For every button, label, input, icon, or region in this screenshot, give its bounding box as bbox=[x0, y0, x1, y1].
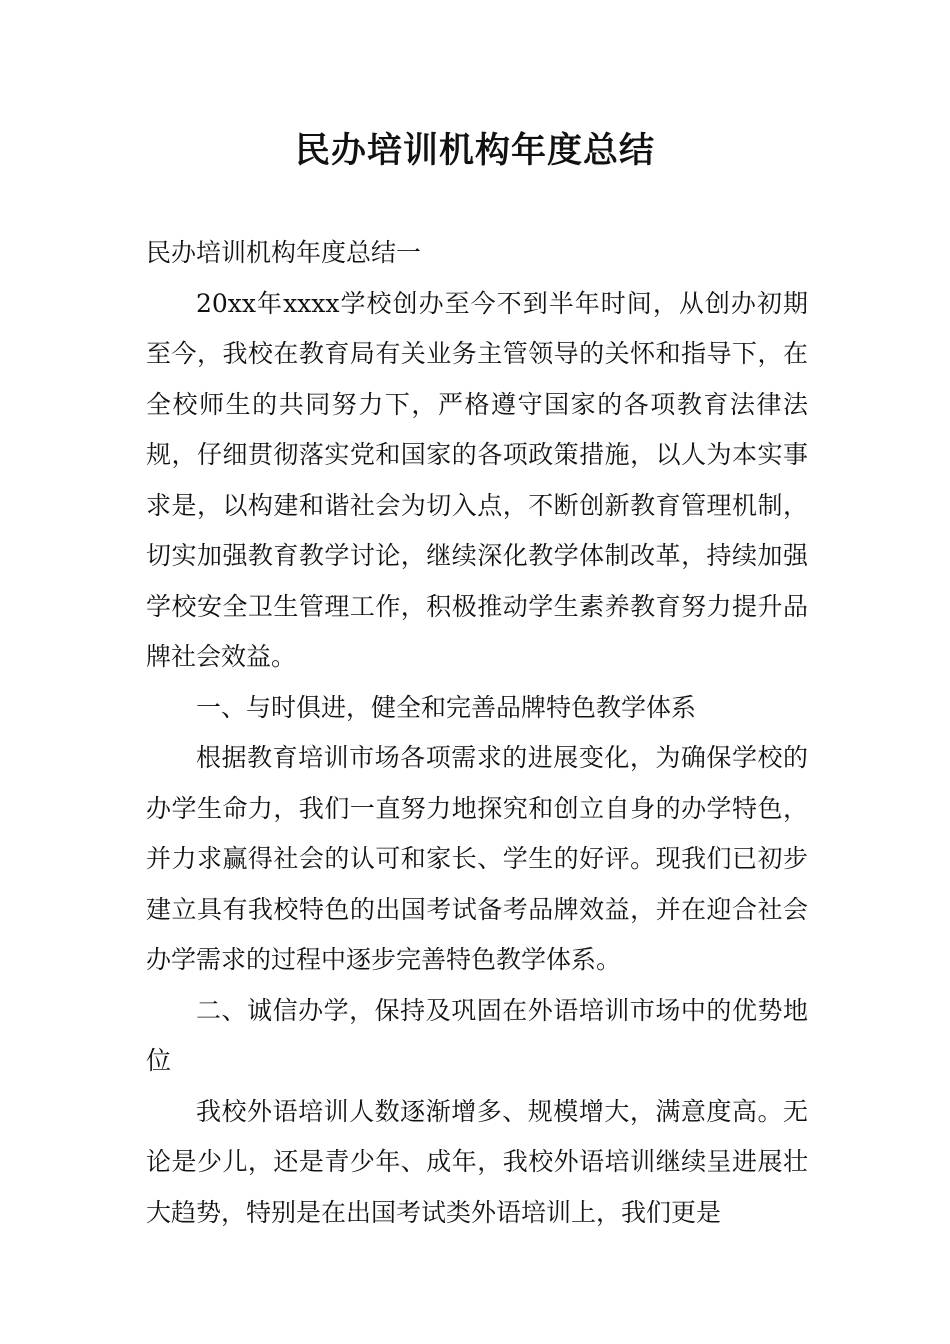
document-title: 民办培训机构年度总结 bbox=[294, 131, 655, 171]
body-paragraph: 我校外语培训人数逐渐增多、规模增大，满意度高。无论是少儿，还是青少年、成年，我校外语培训继续呈进展壮大趋势，特别是在出国考试类外语培训上，我们更是 bbox=[146, 1096, 808, 1227]
subsection-heading: 二、诚信办学，保持及巩固在外语培训市场中的优势地位 bbox=[146, 995, 808, 1075]
document-body bbox=[146, 228, 808, 1238]
subsection-heading: 一、与时俱进，健全和完善品牌特色教学体系 bbox=[196, 692, 697, 722]
body-paragraph: 20xx年xxxx学校创办至今不到半年时间，从创办初期至今，我校在教育局有关业务主管领导的关怀和指导下，在全校师生的共同努力下，严格遵守国家的各项教育法律法规，仔细贯彻落实党和国家的各项政策措施，以人为本实事求是，以构建和谐社会为切入点，不断创新教育管理机制，切实加强教育教学讨论，继续深化教学体制改革，持续加强学校安全卫生管理工作，积极推动学生素养教育努力提升品牌社会效益。 bbox=[146, 288, 808, 671]
body-paragraph: 根据教育培训市场各项需求的进展变化，为确保学校的办学生命力，我们一直努力地探究和创立自身的办学特色，并力求赢得社会的认可和家长、学生的好评。现我们已初步建立具有我校特色的出国考试备考品牌效益，并在迎合社会办学需求的过程中逐步完善特色教学体系。 bbox=[146, 743, 808, 974]
section-heading: 民办培训机构年度总结一 bbox=[146, 238, 422, 267]
